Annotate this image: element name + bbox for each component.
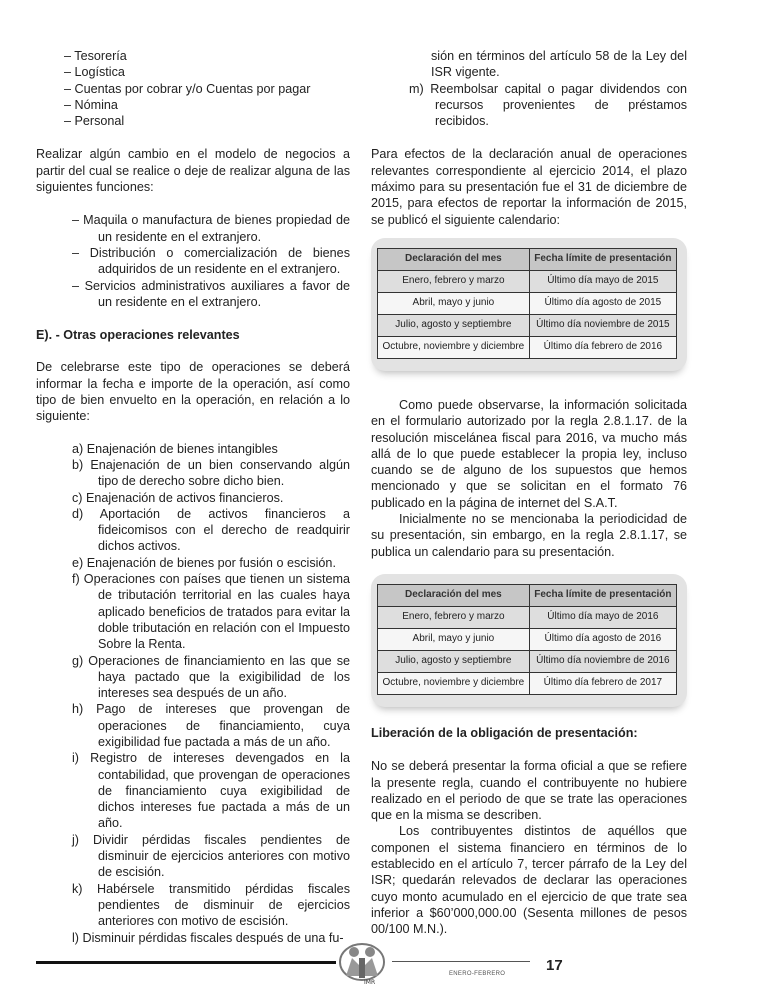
dash-list-functions (72, 212, 350, 310)
table-cell: Último día febrero de 2017 (529, 672, 676, 694)
table-header-row (378, 248, 677, 270)
table-cell: Abril, mayo y junio (378, 628, 530, 650)
list-item: c) Enajenación de activos financieros. (72, 490, 284, 505)
table-row (378, 292, 677, 314)
list-item: – Personal (64, 114, 125, 129)
table-cell: Último día noviembre de 2015 (529, 314, 676, 336)
table-row (378, 628, 677, 650)
list-item: – Distribución o comercialización de bienes adquiridos de un residente en el extranjero. (72, 245, 350, 277)
table-cell: Enero, febrero y marzo (378, 606, 530, 628)
list-item: e) Enajenación de bienes por fusión o escisión. (72, 555, 336, 570)
list-item: – Servicios administrativos auxiliares a favor de un residente en el extranjero. (72, 278, 350, 309)
list-item: k) Habérsele transmitido pérdidas fiscales pendientes de disminuir de ejercicios anteriores con motivo de escisión. (72, 881, 350, 929)
list-item: – Maquila o manufactura de bienes propiedad de un residente en el extranjero. (72, 213, 350, 244)
paragraph: Los contribuyentes distintos de aquéllos que componen el sistema financiero en términos de lo establecido en el artículo 7, tercer párrafo de la Ley del ISR; quedarán relevados de declarar las operaciones cuyo monto acumulado en el ejercicio de que trate sea inferior a $60’000,000.00 (Sesenta millones de pesos 00/100 M.N.). (371, 824, 687, 937)
list-item: m) Reembolsar capital o pagar dividendos con recursos provenientes de préstamos recibidos. (409, 81, 687, 129)
list-item: l) Disminuir pérdidas fiscales después de una fu- (72, 930, 344, 945)
logo-text: IMR (364, 979, 376, 986)
table (377, 584, 677, 695)
calendar-table-2015 (371, 238, 687, 371)
table-cell: Último día mayo de 2015 (529, 270, 676, 292)
table-row (378, 314, 677, 336)
footer-section-label: ENERO-FEBRERO (449, 971, 506, 977)
table-cell: Enero, febrero y marzo (378, 270, 530, 292)
table-cell: Último día agosto de 2015 (529, 292, 676, 314)
list-item: – Tesorería (64, 49, 127, 63)
table-cell: Último día febrero de 2016 (529, 336, 676, 358)
table-cell: Julio, agosto y septiembre (378, 314, 530, 336)
footer-rule (36, 961, 336, 964)
page-number: 17 (546, 957, 563, 974)
calendar-table-2016 (371, 574, 687, 707)
list-item: i) Registro de intereses devengados en la contabilidad, que provengan de operaciones de financiamiento cuya exigibilidad de dichos intereses fue pactada a más de un año. (72, 751, 350, 831)
dash-list-areas (64, 48, 350, 129)
paragraph: Para efectos de la declaración anual de operaciones relevantes correspondiente al ejercicio 2014, el plazo máximo para su presentación fue el 31 de diciembre de 2015, para efectos de reportar la información de 2015, se publicó el siguiente calendario: (371, 147, 687, 227)
paragraph: Como puede observarse, la información solicitada en el formulario autorizado por la regla 2.8.1.17. de la resolución miscelánea fiscal para 2016, va mucho más allá de lo que puede establecer la propia ley, incluso cuando se de alguno de los supuestos que hemos mencionado y que se solicitan en el formato 76 publicado en la página de internet del S.A.T. (371, 397, 687, 510)
paragraph: No se deberá presentar la forma oficial a que se refiere la presente regla, cuando el contribuyente no hubiere realizado en el periodo de que se trate las operaciones que en la misma se describen. (371, 759, 687, 823)
list-item: d) Aportación de activos financieros a fideicomisos con el derecho de readquirir dichos activos. (72, 506, 350, 554)
table-cell: Último día noviembre de 2016 (529, 650, 676, 672)
table-row (378, 650, 677, 672)
column-header: Declaración del mes (378, 584, 530, 606)
list-item: – Logística (64, 65, 125, 80)
table-row (378, 270, 677, 292)
paragraph: De celebrarse este tipo de operaciones se deberá informar la fecha e importe de la operación, así como tipo de bien envuelto en la operación, en relación a lo siguiente: (36, 360, 350, 424)
table-row (378, 606, 677, 628)
paragraph: Inicialmente no se mencionaba la periodicidad de su presentación, sin embargo, en la regla 2.8.1.17, se publica un calendario para su presentación. (371, 512, 687, 559)
publisher-logo-icon (336, 940, 388, 986)
list-item: j) Dividir pérdidas fiscales pendientes de disminuir de ejercicios anteriores con motivo de escisión. (72, 832, 350, 880)
table-cell: Último día mayo de 2016 (529, 606, 676, 628)
column-header: Fecha límite de presentación (529, 248, 676, 270)
table-cell: Último día agosto de 2016 (529, 628, 676, 650)
left-column (36, 48, 350, 946)
list-item: f) Operaciones con países que tienen un sistema de tributación territorial en las cuales haya aplicado beneficios de tratados para evitar la doble tributación en relación con el Impuesto Sobre la Renta. (72, 572, 350, 652)
list-item: – Cuentas por cobrar y/o Cuentas por pagar (64, 81, 311, 96)
list-item: h) Pago de intereses que provengan de operaciones de financiamiento, cuya exigibilidad fue pactada a más de un año. (72, 702, 350, 749)
list-item: a) Enajenación de bienes intangibles (72, 441, 278, 456)
footer-rule-short (392, 961, 530, 962)
list-item: b) Enajenación de un bien conservando algún tipo de derecho sobre dicho bien. (72, 457, 350, 489)
right-column (371, 48, 687, 938)
section-heading: E). - Otras operaciones relevantes (36, 328, 240, 343)
table-cell: Octubre, noviembre y diciembre (378, 672, 530, 694)
paragraph: Realizar algún cambio en el modelo de negocios a partir del cual se realice o deje de realizar alguna de las siguientes funciones: (36, 147, 350, 195)
list-item: – Nómina (64, 97, 118, 112)
list-item: g) Operaciones de financiamiento en las que se haya pactado que la exigibilidad de los intereses sea después de un año. (72, 653, 350, 701)
table-row (378, 336, 677, 358)
lettered-list (72, 441, 350, 946)
table-cell: Octubre, noviembre y diciembre (378, 336, 530, 358)
table-row (378, 672, 677, 694)
column-header: Declaración del mes (378, 248, 530, 270)
table-header-row (378, 584, 677, 606)
table-cell: Abril, mayo y junio (378, 292, 530, 314)
table-cell: Julio, agosto y septiembre (378, 650, 530, 672)
section-heading: Liberación de la obligación de presentación: (371, 725, 638, 740)
column-header: Fecha límite de presentación (529, 584, 676, 606)
list-continuation: sión en términos del artículo 58 de la Ley del ISR vigente. (431, 49, 687, 80)
table (377, 248, 677, 359)
